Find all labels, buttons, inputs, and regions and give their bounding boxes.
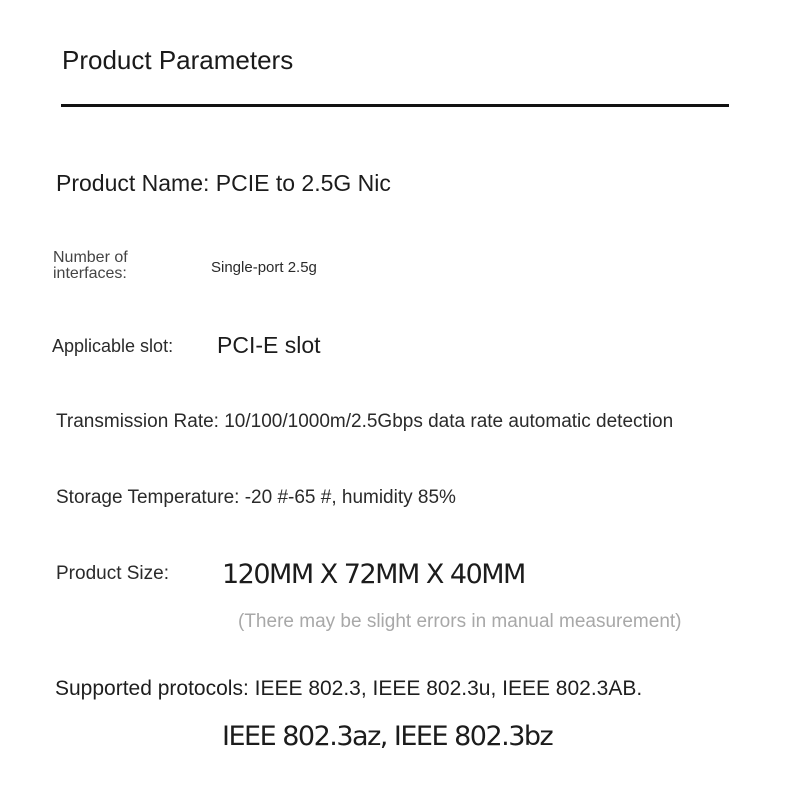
page-title: Product Parameters [62, 45, 294, 75]
protocols-line1: Supported protocols: IEEE 802.3, IEEE 802.3u, IEEE 802.3AB. [55, 677, 643, 700]
product-name: Product Name: PCIE to 2.5G Nic [56, 170, 391, 196]
interfaces-label-line1: Number of [53, 249, 128, 266]
storage-temperature: Storage Temperature: -20 #-65 #, humidity 85% [56, 487, 456, 508]
interfaces-label-line2: interfaces: [53, 265, 127, 282]
size-value: 120MM X 72MM X 40MM [222, 559, 525, 590]
slot-label: Applicable slot: [52, 336, 174, 356]
title-divider [61, 104, 729, 107]
slot-value: PCI-E slot [217, 332, 321, 358]
size-label: Product Size: [56, 563, 169, 584]
size-note: (There may be slight errors in manual measurement) [238, 611, 682, 632]
protocols-line2: IEEE 802.3az, IEEE 802.3bz [222, 721, 553, 752]
interfaces-value: Single-port 2.5g [211, 259, 317, 276]
transmission-rate: Transmission Rate: 10/100/1000m/2.5Gbps data rate automatic detection [56, 411, 674, 432]
interfaces-label [53, 250, 128, 282]
